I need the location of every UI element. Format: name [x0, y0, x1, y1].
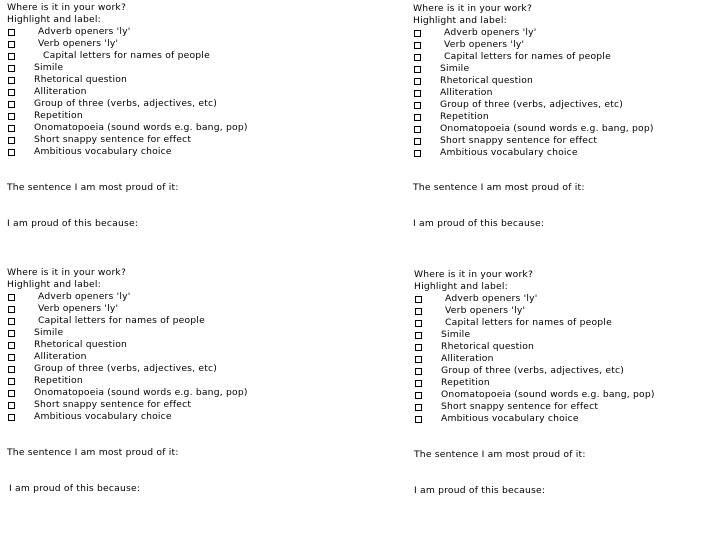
checkbox-icon[interactable] — [415, 332, 422, 339]
checklist-item[interactable]: Capital letters for names of people — [7, 315, 307, 327]
checklist-item[interactable]: Short snappy sentence for effect — [7, 399, 307, 411]
card-instruction: Highlight and label: — [7, 14, 101, 25]
checkbox-icon[interactable] — [415, 296, 422, 303]
checklist-item[interactable]: Alliteration — [413, 87, 713, 99]
checkbox-icon[interactable] — [8, 414, 15, 421]
proud-because-prompt: I am proud of this because: — [414, 485, 546, 496]
proud-sentence-prompt: The sentence I am most proud of it: — [413, 182, 585, 193]
card-question: Where is it in your work? — [413, 3, 533, 14]
checkbox-icon[interactable] — [8, 29, 15, 36]
checkbox-icon[interactable] — [8, 390, 15, 397]
checkbox-icon[interactable] — [8, 77, 15, 84]
checklist-item[interactable]: Onomatopoeia (sound words e.g. bang, pop) — [414, 389, 714, 401]
checkbox-icon[interactable] — [8, 318, 15, 325]
checklist-item[interactable]: Verb openers 'ly' — [7, 38, 307, 50]
card-question: Where is it in your work? — [7, 2, 127, 13]
checklist-item[interactable]: Simile — [7, 327, 307, 339]
checklist-item[interactable]: Simile — [414, 329, 714, 341]
card-instruction: Highlight and label: — [413, 15, 507, 26]
checklist-card-top-left — [7, 2, 307, 229]
checkbox-icon[interactable] — [8, 330, 15, 337]
checkbox-icon[interactable] — [8, 137, 15, 144]
checkbox-icon[interactable] — [414, 114, 421, 121]
checklist-item[interactable]: Rhetorical question — [414, 341, 714, 353]
checklist-item[interactable]: Repetition — [413, 111, 713, 123]
checkbox-icon[interactable] — [8, 41, 15, 48]
checkbox-icon[interactable] — [8, 378, 15, 385]
checkbox-icon[interactable] — [8, 354, 15, 361]
checklist-item[interactable]: Alliteration — [7, 351, 307, 363]
checkbox-icon[interactable] — [414, 90, 421, 97]
checkbox-icon[interactable] — [415, 380, 422, 387]
checkbox-icon[interactable] — [8, 149, 15, 156]
checklist-item[interactable]: Short snappy sentence for effect — [413, 135, 713, 147]
checkbox-icon[interactable] — [8, 366, 15, 373]
checkbox-icon[interactable] — [8, 294, 15, 301]
proud-because-prompt: I am proud of this because: — [413, 218, 545, 229]
checklist-item[interactable]: Short snappy sentence for effect — [7, 134, 307, 146]
checklist — [7, 291, 307, 423]
proud-sentence-prompt: The sentence I am most proud of it: — [414, 449, 586, 460]
checklist-item[interactable]: Adverb openers 'ly' — [413, 27, 713, 39]
checklist-item[interactable]: Alliteration — [414, 353, 714, 365]
checklist-item[interactable]: Rhetorical question — [7, 339, 307, 351]
card-question: Where is it in your work? — [414, 269, 534, 280]
checklist-item[interactable]: Capital letters for names of people — [413, 51, 713, 63]
checklist — [7, 26, 307, 158]
checkbox-icon[interactable] — [8, 306, 15, 313]
card-instruction: Highlight and label: — [414, 281, 508, 292]
checklist-item[interactable]: Onomatopoeia (sound words e.g. bang, pop) — [7, 387, 307, 399]
checkbox-icon[interactable] — [8, 65, 15, 72]
proud-because-prompt: I am proud of this because: — [9, 483, 141, 494]
checklist-item[interactable]: Repetition — [7, 110, 307, 122]
checklist-card-bottom-left — [7, 267, 307, 494]
checklist-item[interactable]: Repetition — [7, 375, 307, 387]
proud-sentence-prompt: The sentence I am most proud of it: — [7, 447, 179, 458]
checkbox-icon[interactable] — [8, 342, 15, 349]
checkbox-icon[interactable] — [8, 89, 15, 96]
checkbox-icon[interactable] — [8, 125, 15, 132]
checklist-item[interactable]: Capital letters for names of people — [7, 50, 307, 62]
checklist-item[interactable]: Adverb openers 'ly' — [7, 26, 307, 38]
proud-because-prompt: I am proud of this because: — [7, 218, 139, 229]
card-instruction: Highlight and label: — [7, 279, 101, 290]
checkbox-icon[interactable] — [415, 368, 422, 375]
checklist-item[interactable]: Simile — [413, 63, 713, 75]
checklist-item[interactable]: Group of three (verbs, adjectives, etc) — [413, 99, 713, 111]
checklist-item[interactable]: Group of three (verbs, adjectives, etc) — [7, 98, 307, 110]
checkbox-icon[interactable] — [414, 78, 421, 85]
checklist-card-top-right — [413, 3, 713, 229]
checklist-item[interactable]: Onomatopoeia (sound words e.g. bang, pop) — [413, 123, 713, 135]
checkbox-icon[interactable] — [8, 101, 15, 108]
checklist-item[interactable]: Verb openers 'ly' — [7, 303, 307, 315]
checkbox-icon[interactable] — [415, 308, 422, 315]
checklist-item[interactable]: Adverb openers 'ly' — [7, 291, 307, 303]
checkbox-icon[interactable] — [415, 392, 422, 399]
checklist-item[interactable]: Verb openers 'ly' — [414, 305, 714, 317]
checklist-item[interactable]: Alliteration — [7, 86, 307, 98]
checklist-item[interactable]: Verb openers 'ly' — [413, 39, 713, 51]
checkbox-icon[interactable] — [414, 42, 421, 49]
checkbox-icon[interactable] — [415, 404, 422, 411]
checkbox-icon[interactable] — [415, 416, 422, 423]
checkbox-icon[interactable] — [414, 54, 421, 61]
checklist-item[interactable]: Capital letters for names of people — [414, 317, 714, 329]
proud-sentence-prompt: The sentence I am most proud of it: — [7, 182, 179, 193]
checkbox-icon[interactable] — [414, 66, 421, 73]
checklist-item[interactable]: Onomatopoeia (sound words e.g. bang, pop) — [7, 122, 307, 134]
checklist-item[interactable]: Group of three (verbs, adjectives, etc) — [414, 365, 714, 377]
checklist-item[interactable]: Ambitious vocabulary choice — [414, 413, 714, 425]
checkbox-icon[interactable] — [414, 102, 421, 109]
checklist — [414, 293, 714, 425]
checkbox-icon[interactable] — [415, 320, 422, 327]
checkbox-icon[interactable] — [414, 30, 421, 37]
checklist-item[interactable]: Ambitious vocabulary choice — [7, 146, 307, 158]
checkbox-icon[interactable] — [414, 138, 421, 145]
checklist-item[interactable]: Rhetorical question — [7, 74, 307, 86]
checklist — [413, 27, 713, 159]
checkbox-icon[interactable] — [8, 53, 15, 60]
checklist-card-bottom-right — [414, 269, 714, 496]
checkbox-icon[interactable] — [415, 344, 422, 351]
checkbox-icon[interactable] — [414, 150, 421, 157]
checkbox-icon[interactable] — [414, 126, 421, 133]
checklist-item[interactable]: Short snappy sentence for effect — [414, 401, 714, 413]
checkbox-icon[interactable] — [415, 356, 422, 363]
checklist-item[interactable]: Ambitious vocabulary choice — [413, 147, 713, 159]
card-question: Where is it in your work? — [7, 267, 127, 278]
checklist-item[interactable]: Rhetorical question — [413, 75, 713, 87]
checklist-item[interactable]: Ambitious vocabulary choice — [7, 411, 307, 423]
checklist-item[interactable]: Repetition — [414, 377, 714, 389]
checkbox-icon[interactable] — [8, 113, 15, 120]
checklist-item[interactable]: Group of three (verbs, adjectives, etc) — [7, 363, 307, 375]
checklist-item[interactable]: Simile — [7, 62, 307, 74]
checkbox-icon[interactable] — [8, 402, 15, 409]
checklist-item[interactable]: Adverb openers 'ly' — [414, 293, 714, 305]
